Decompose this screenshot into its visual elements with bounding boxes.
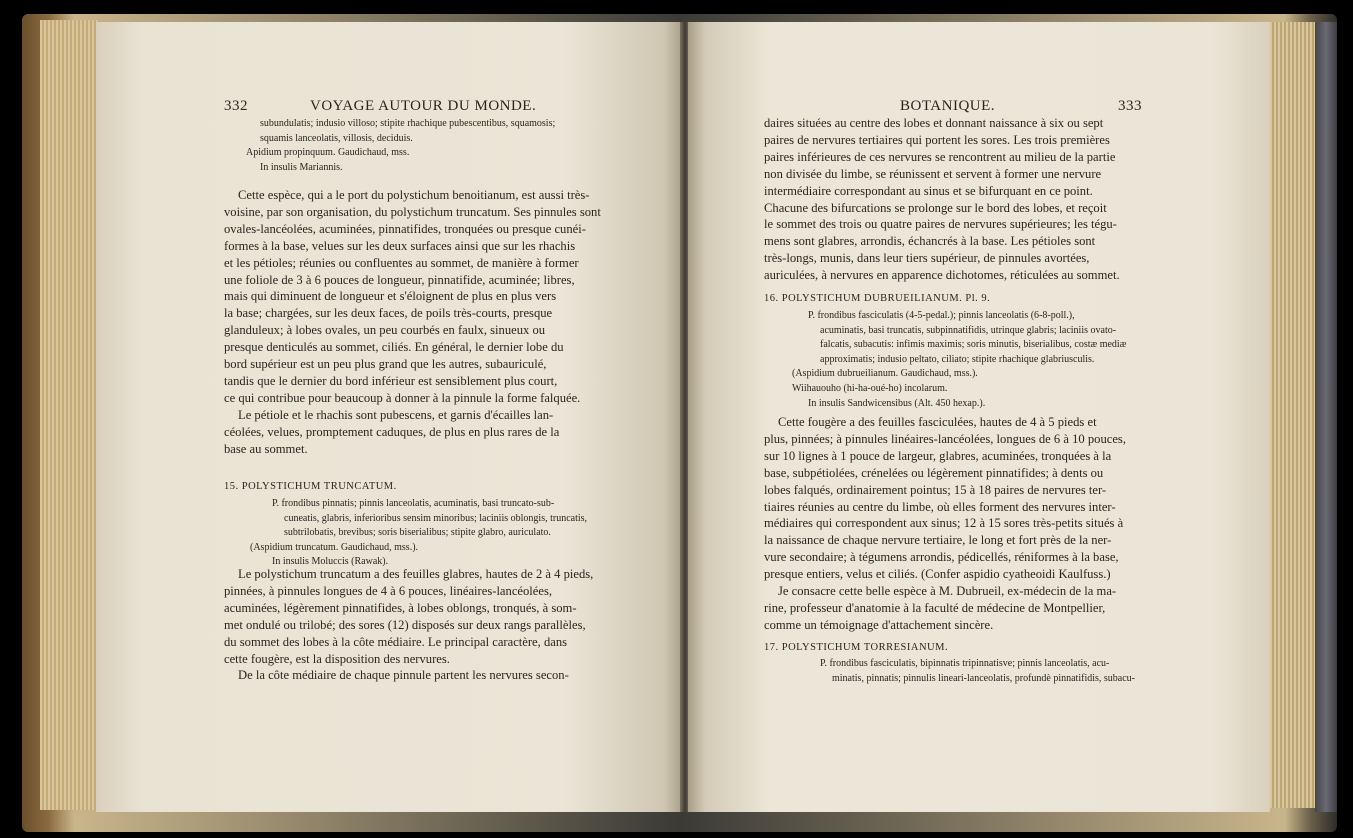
text-line: paires de nervures tertiaires qui portent les sores. Les trois premières — [764, 132, 1110, 147]
text-line: la naissance de chaque nervure tertiaire, le long et fort près de la ner- — [764, 533, 1112, 548]
text-line: Le polystichum truncatum a des feuilles glabres, hautes de 2 à 4 pieds, — [238, 567, 594, 581]
latin-line: Wiihauouho (hi-ha-oué-ho) incolarum. — [792, 382, 948, 394]
text-line: Chacune des bifurcations se prolonge sur le bord des lobes, et reçoit — [764, 200, 1107, 215]
latin-line: (Aspidium truncatum. Gaudichaud, mss.). — [250, 541, 419, 553]
latin-line: In insulis Sandwicensibus (Alt. 450 hexap.). — [808, 397, 986, 409]
latin-line: falcatis, subacutis: infimis maximis; soris minutis, biserialibus, costæ mediæ — [820, 339, 1127, 351]
page-edges-left — [40, 20, 100, 810]
right-paragraph-1 — [764, 115, 1120, 284]
text-line: la base; chargées, sur les deux faces, de poils très-courts, presque — [224, 306, 553, 321]
right-page-number: 333 — [1118, 98, 1142, 114]
page-edges-right — [1262, 22, 1318, 808]
right-paragraph-2 — [764, 414, 1126, 634]
latin-line: Apidium propinquum. Gaudichaud, mss. — [246, 147, 410, 159]
text-line: mais qui diminuent de longueur et s'éloignent de plus en plus vers — [224, 289, 557, 304]
left-running-head: VOYAGE AUTOUR DU MONDE. — [310, 98, 537, 114]
text-line: formes à la base, velues sur les deux surfaces ainsi que sur les rhachis — [224, 238, 576, 253]
text-line: presque entiers, velus et ciliés. (Confer aspidio cyatheoidi Kaulfuss.) — [764, 567, 1111, 582]
species-15-heading: 15. POLYSTICHUM TRUNCATUM. — [224, 481, 397, 492]
species-17-heading: 17. POLYSTICHUM TORRESIANUM. — [764, 642, 949, 653]
left-paragraph-1 — [224, 187, 601, 458]
right-running-head: BOTANIQUE. — [900, 98, 996, 114]
text-line: met ondulé ou trilobé; des sores (12) disposés sur deux rangs parallèles, — [224, 617, 586, 632]
latin-line: approximatis; indusio peltato, ciliato; stipite rhachique glabriusculis. — [820, 353, 1095, 365]
text-line: Cette espèce, qui a le port du polystichum benoitianum, est aussi très- — [238, 188, 590, 202]
text-line: base au sommet. — [224, 441, 308, 456]
text-line: et les pétioles; réunies ou confluentes au sommet, de manière à former — [224, 255, 579, 270]
left-top-latin — [246, 117, 556, 175]
text-line: bord supérieur est un peu plus grand que les autres, subauriculé, — [224, 357, 547, 372]
species-17-latin — [820, 657, 1135, 686]
latin-line: In insulis Moluccis (Rawak). — [272, 556, 389, 568]
species-16-heading: 16. POLYSTICHUM DUBRUEILIANUM. Pl. 9. — [764, 293, 991, 304]
text-line: intermédiaire correspondant au sinus et se bifurquant en ce point. — [764, 183, 1093, 198]
text-line: plus, pinnées; à pinnules linéaires-lancéolées, longues de 6 à 10 pouces, — [764, 431, 1126, 446]
text-line: du sommet des lobes à la côte médiaire. Le principal caractère, dans — [224, 634, 568, 649]
text-line: Je consacre cette belle espèce à M. Dubrueil, ex-médecin de la ma- — [778, 584, 1117, 599]
text-line: cette fougère, est la disposition des nervures. — [224, 651, 450, 666]
text-line: ce qui contribue pour beaucoup à donner à la pinnule la forme falquée. — [224, 390, 581, 405]
text-line: comme un témoignage d'attachement sincère. — [764, 617, 994, 632]
text-line: auriculées, à nervures en apparence dichotomes, réticulées au sommet. — [764, 268, 1120, 283]
latin-line: P. frondibus pinnatis; pinnis lanceolatis, acuminatis, basi truncato-sub- — [272, 498, 555, 509]
latin-line: P. frondibus fasciculatis, bipinnatis tripinnatisve; pinnis lanceolatis, acu- — [820, 658, 1110, 669]
text-line: céolées, velues, promptement caduques, de plus en plus rares de la — [224, 424, 560, 439]
latin-line: subtrilobatis, brevibus; soris biserialibus; stipite glabro, auriculato. — [284, 527, 551, 539]
text-line: sur 10 lignes à 1 pouce de largeur, glabres, acuminées, tronquées à la — [764, 448, 1112, 463]
latin-line: minatis, pinnatis; pinnulis lineari-lanceolatis, profundè pinnatifidis, subacu- — [832, 672, 1135, 684]
text-line: vure secondaire; à tégumens arrondis, pédicellés, réniformes à la base, — [764, 550, 1119, 565]
text-line: tiaires réunies au centre du limbe, où elles forment des nervures inter- — [764, 499, 1116, 514]
left-paragraph-3 — [224, 566, 593, 684]
text-line: glanduleux; à lobes ovales, un peu courbés en faulx, sinueux ou — [224, 323, 546, 338]
book-cover-edge — [1315, 22, 1337, 812]
latin-line: squamis lanceolatis, villosis, deciduis. — [260, 132, 413, 144]
latin-line: (Aspidium dubrueilianum. Gaudichaud, mss.). — [792, 368, 978, 380]
latin-line: cuneatis, glabris, inferioribus sensim minoribus; laciniis oblongis, truncatis, — [284, 512, 588, 524]
text-line: le sommet des trois ou quatre paires de nervures supérieures; les tégu- — [764, 217, 1117, 232]
text-line: tandis que le dernier du bord inférieur est sensiblement plus court, — [224, 373, 558, 388]
text-line: mens sont glabres, arrondis, échancrés à la base. Les pétioles sont — [764, 234, 1096, 249]
latin-line: acuminatis, basi truncatis, subpinnatifidis, utrinque glabris; laciniis ovato- — [820, 324, 1117, 336]
text-line: base, subpétiolées, crénelées ou légèrement pinnatifides; à dents ou — [764, 465, 1104, 480]
latin-line: In insulis Mariannis. — [260, 161, 343, 173]
text-line: Cette fougère a des feuilles fasciculées, hautes de 4 à 5 pieds et — [778, 415, 1097, 429]
text-line: une foliole de 3 à 6 pouces de longueur, pinnatifide, acuminée; libres, — [224, 272, 575, 287]
text-line: ovales-lancéolées, acuminées, pinnatifides, tronquées ou presque cunéi- — [224, 221, 586, 236]
species-15-latin — [250, 497, 588, 570]
text-line: daires situées au centre des lobes et donnant naissance à six ou sept — [764, 116, 1104, 130]
latin-line: subundulatis; indusio villoso; stipite rhachique pubescentibus, squamosis; — [260, 118, 556, 129]
text-line: Le pétiole et le rhachis sont pubescens, et garnis d'écailles lan- — [238, 407, 554, 422]
species-16-latin — [792, 309, 1127, 411]
text-line: lobes falqués, ordinairement pointus; 15 à 18 paires de nervures ter- — [764, 482, 1107, 497]
latin-line: P. frondibus fasciculatis (4-5-pedal.); pinnis lanceolatis (6-8-poll.), — [808, 310, 1075, 321]
text-line: voisine, par son organisation, du polystichum truncatum. Ses pinnules sont — [224, 204, 601, 219]
text-line: presque denticulés au sommet, ciliés. En général, le dernier lobe du — [224, 340, 564, 355]
text-line: médiaires qui correspondent aux sinus; 12 à 15 sores très-petits situés à — [764, 516, 1124, 531]
text-line: très-longs, munis, dans leur tiers supérieur, de pinnules avortées, — [764, 251, 1090, 266]
left-page-number: 332 — [224, 98, 248, 114]
text-line: rine, professeur d'anatomie à la faculté de médecine de Montpellier, — [764, 600, 1106, 615]
text-line: paires inférieures de ces nervures se rencontrent au milieu de la partie — [764, 149, 1116, 164]
text-line: acuminées, légèrement pinnatifides, à lobes oblongs, tronqués, à som- — [224, 600, 577, 615]
text-line: pinnées, à pinnules longues de 4 à 6 pouces, linéaires-lancéolées, — [224, 583, 553, 598]
text-line: non divisée du limbe, se réunissent et servent à former une nervure — [764, 166, 1102, 181]
text-line: De la côte médiaire de chaque pinnule partent les nervures secon- — [238, 668, 569, 683]
